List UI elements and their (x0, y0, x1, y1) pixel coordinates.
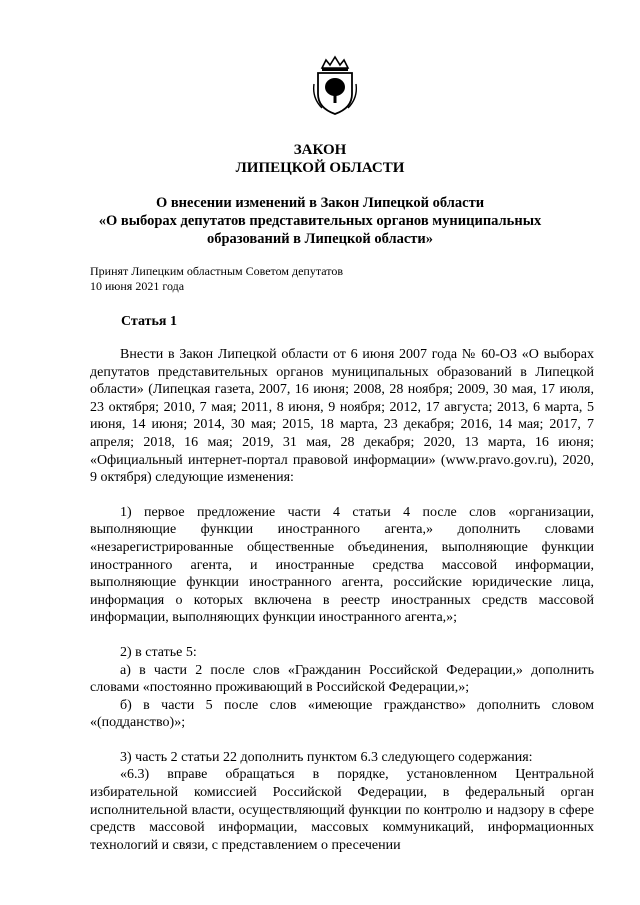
adopted-by: Принят Липецким областным Советом депутатов (90, 264, 344, 278)
intro-paragraph: Внести в Закон Липецкой области от 6 июня 2007 года № 60-ОЗ «О выборах депутатов представительных органов муниципальных образований в Липецкой области» (Липецкая газета, 2007, 16 июня; 2008, 28 ноября; 2009, 30 мая, 17 июля, 23 октября; 2010, 7 мая; 2011, 8 июня, 9 ноября; 2012, 17 августа; 2013, 6 марта, 5 июня, 14 июня; 2014, 30 мая; 2015, 18 марта, 23 декабря; 2016, 14 мая; 2017, 7 апреля; 2018, 16 мая; 2019, 31 мая, 28 декабря; 2020, 13 марта, 16 июня; «Официальный интернет-портал правовой информации» (www.pravo.gov.ru), 2020, 9 октября) следующие изменения: (90, 347, 594, 486)
subtitle-line-3: образований в Липецкой области» (206, 231, 434, 247)
item-2b-paragraph: б) в части 5 после слов «имеющие гражданство» дополнить словом «(подданство)»; (90, 697, 594, 731)
item-3-quote-paragraph: «6.3) вправе обращаться в порядке, установленном Центральной избирательной комиссией Российской Федерации, в федеральный орган исполнительной власти, осуществляющий функции по контролю и надзору в сфере средств массовой информации, массовых коммуникаций, информационных технологий и связи, с представлением о пресечении (90, 767, 594, 853)
item-1-paragraph: 1) первое предложение части 4 статьи 4 после слов «организации, выполняющие функции иностранного агента,» дополнить словами «незарегистрированные общественные объединения, выполняющие функции иностранного агента, и иностранные средства массовой информации, выполняющие функции иностранного агента, российские юридические лица, информация о которых включена в реестр иностранных средств массовой информации, выполняющих функции иностранного агента,»; (90, 504, 594, 626)
lipetsk-coat-of-arms-icon (312, 54, 358, 116)
region-title: ЛИПЕЦКОЙ ОБЛАСТИ (235, 160, 405, 176)
item-2a-paragraph: а) в части 2 после слов «Гражданин Российской Федерации,» дополнить словами «постоянно проживающий в Российской Федерации,»; (90, 662, 594, 696)
subtitle-line-2: «О выборах депутатов представительных органов муниципальных (98, 213, 542, 229)
item-2-paragraph: 2) в статье 5: (120, 644, 197, 660)
law-title: ЗАКОН (293, 142, 347, 158)
subtitle-line-1: О внесении изменений в Закон Липецкой области (155, 195, 485, 211)
item-3-paragraph: 3) часть 2 статьи 22 дополнить пунктом 6.3 следующего содержания: (120, 749, 533, 765)
adoption-info (90, 264, 343, 294)
document-body (90, 346, 594, 854)
article-heading: Статья 1 (121, 314, 177, 329)
adoption-date: 10 июня 2021 года (90, 279, 185, 293)
